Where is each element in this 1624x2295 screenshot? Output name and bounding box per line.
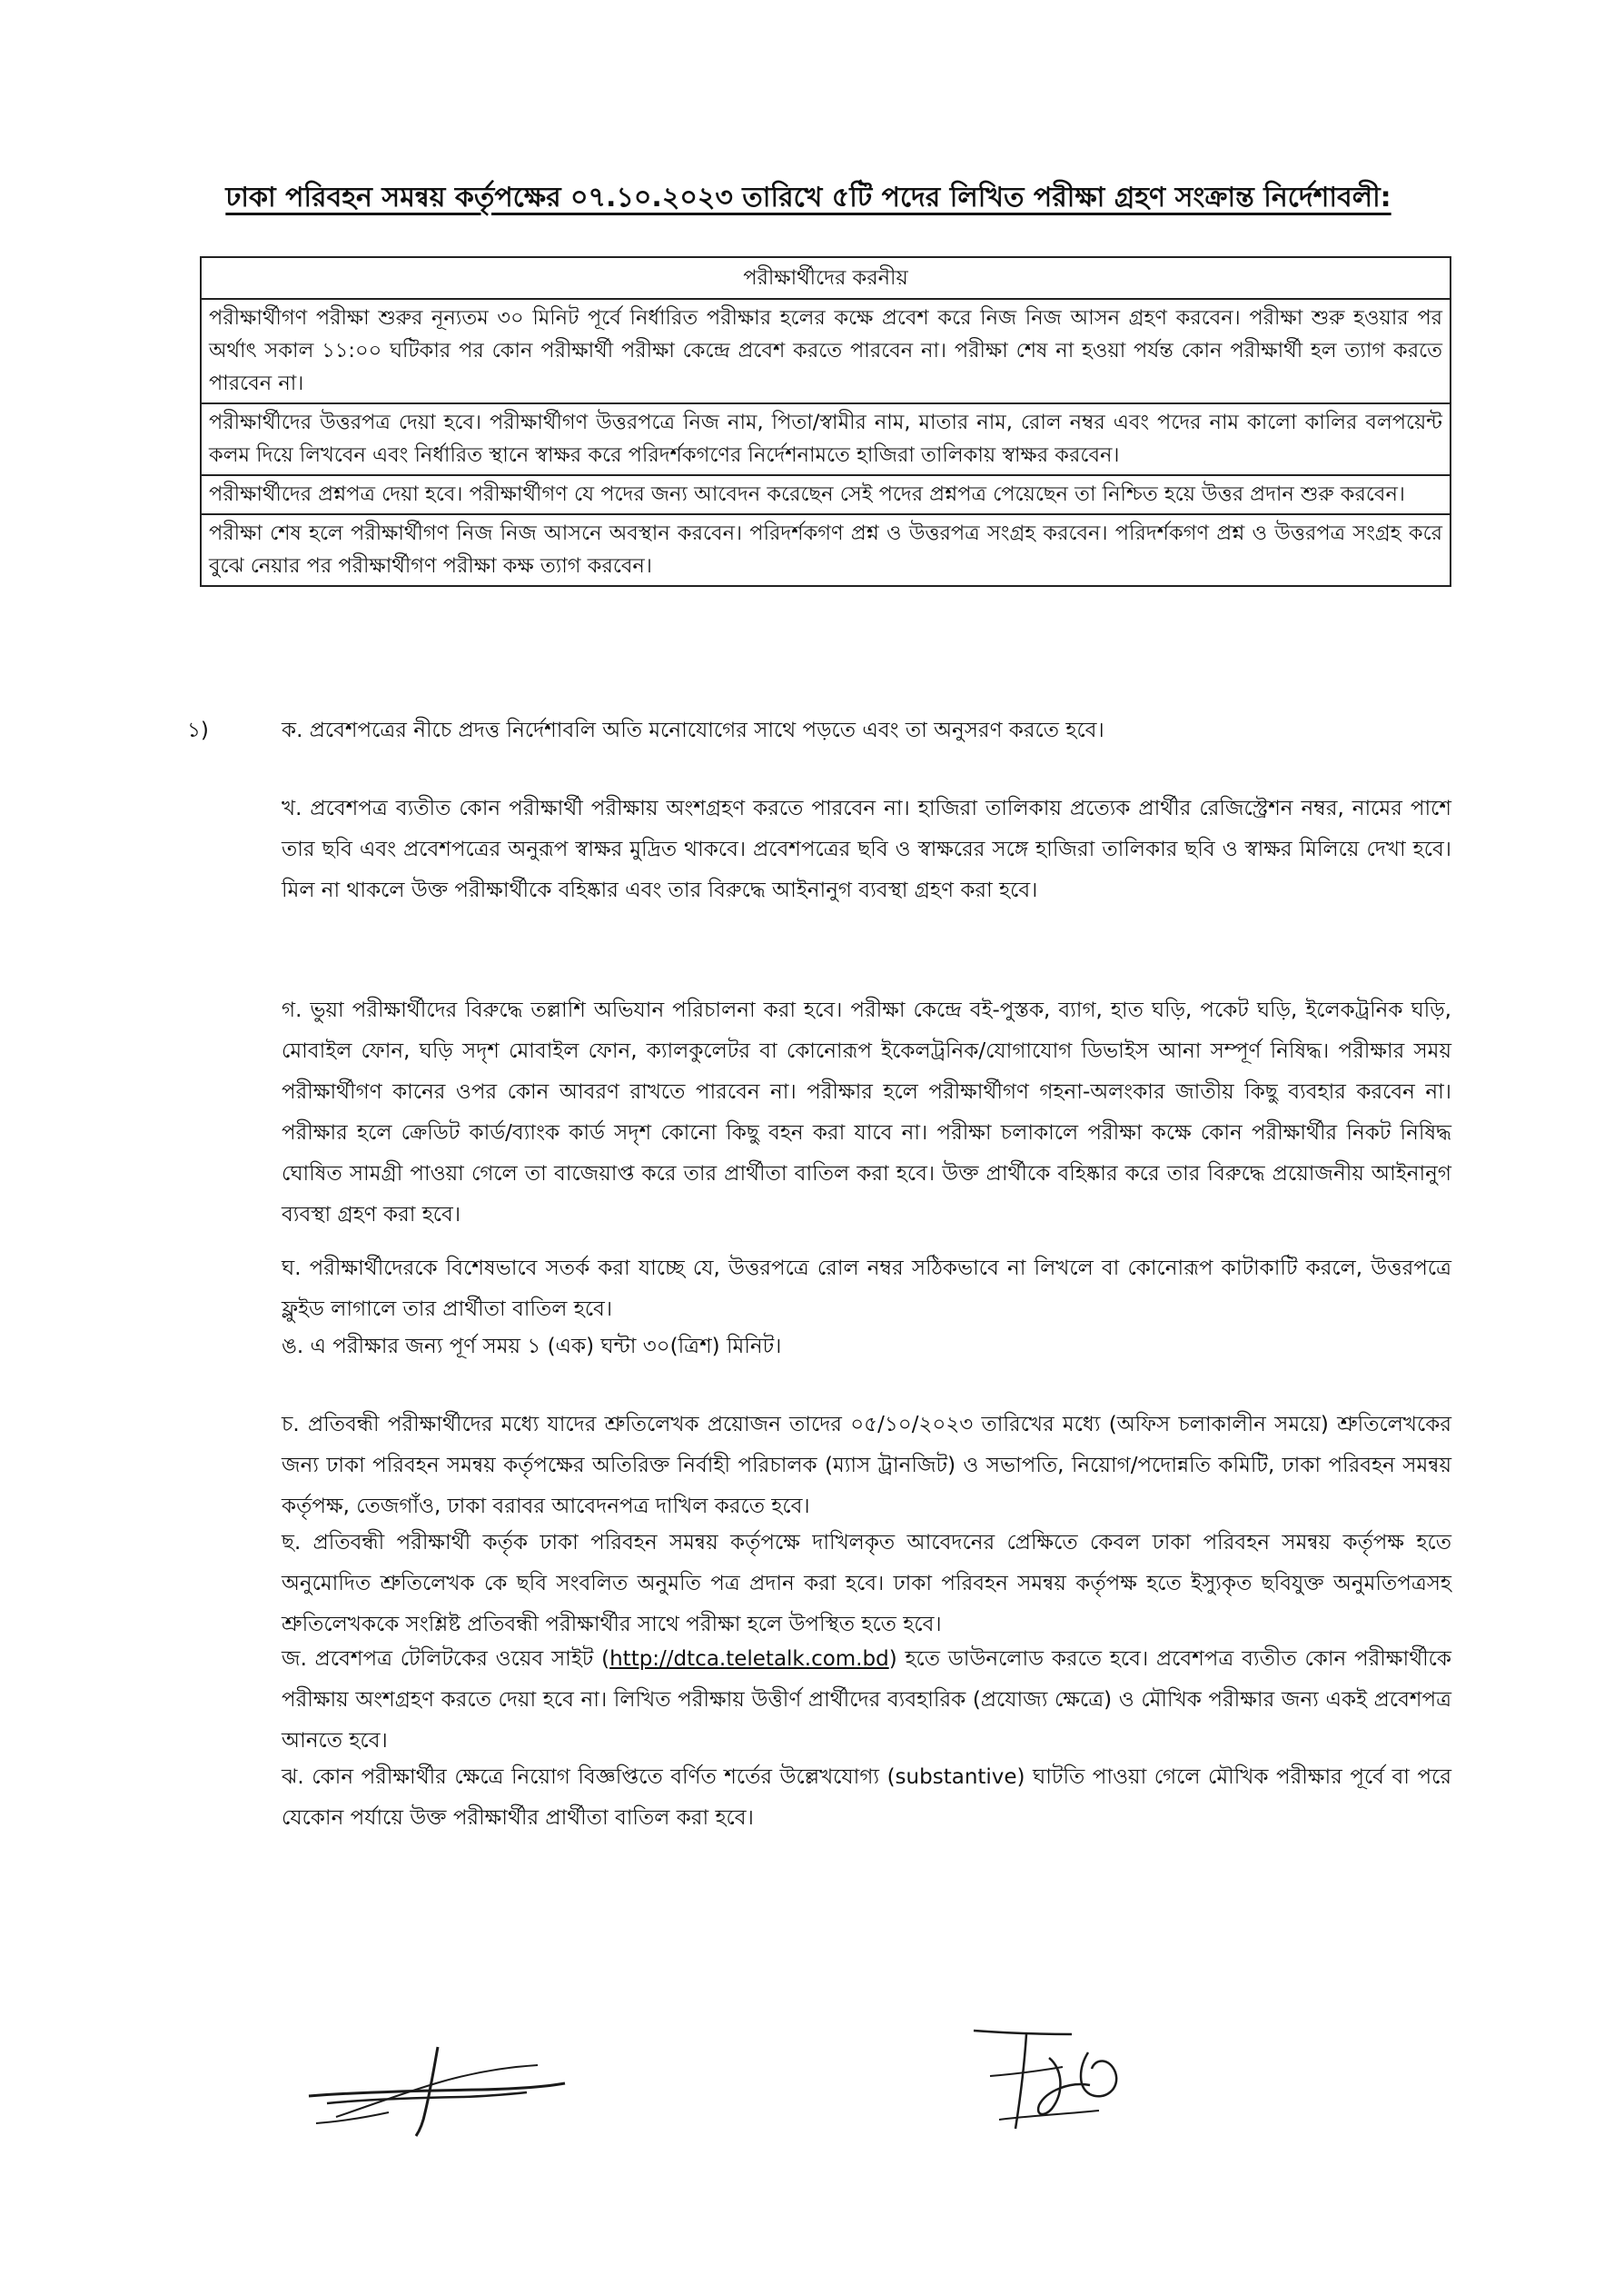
- signature-right: [963, 2022, 1135, 2140]
- instruction-ja-text-rest: ) হতে ডাউনলোড করতে হবে। প্রবেশপত্র ব্যতীত কোন পরীক্ষার্থীকে পরীক্ষায় অংশগ্রহণ করতে দেয়া হবে না। লিখিত পরীক্ষায় উত্তীর্ণ প্রার্থীদের ব্যবহারিক (প্রযোজ্য ক্ষেত্রে) ও মৌখিক পরীক্ষার জন্য একই প্রবেশপত্র আনতে হবে।: [282, 1647, 1451, 1753]
- table-cell: পরীক্ষার্থীদের উত্তরপত্র দেয়া হবে। পরীক্ষার্থীগণ উত্তরপত্রে নিজ নাম, পিতা/স্বামীর নাম, মাতার নাম, রোল নম্বর এবং পদের নাম কালো কালির বলপয়েন্ট কলম দিয়ে লিখবেন এবং নির্ধারিত স্থানে স্বাক্ষর করে পরিদর্শকগণের নির্দেশনামতে হাজিরা তালিকায় স্বাক্ষর করবেন।: [201, 403, 1451, 475]
- instruction-chha: ছ. প্রতিবন্ধী পরীক্ষার্থী কর্তৃক ঢাকা পরিবহন সমন্বয় কর্তৃপক্ষে দাখিলকৃত আবেদনের প্রেক্ষিতে কেবল ঢাকা পরিবহন সমন্বয় কর্তৃপক্ষ হতে অনুমোদিত শ্রুতিলেখক কে ছবি সংবলিত অনুমতি পত্র প্রদান করা হবে। ঢাকা পরিবহন সমন্বয় কর্তৃপক্ষ হতে ইস্যুকৃত ছবিযুক্ত অনুমতিপত্রসহ শ্রুতিলেখককে সংশ্লিষ্ট প্রতিবন্ধী পরীক্ষার্থীর সাথে পরীক্ষা হলে উপস্থিত হতে হবে।: [282, 1531, 1451, 1636]
- candidate-duties-table: [200, 256, 1451, 587]
- instruction-ga: গ. ভুয়া পরীক্ষার্থীদের বিরুদ্ধে তল্লাশি অভিযান পরিচালনা করা হবে। পরীক্ষা কেন্দ্রে বই-পুস্তক, ব্যাগ, হাত ঘড়ি, পকেট ঘড়ি, ইলেকট্রনিক ঘড়ি, মোবাইল ফোন, ঘড়ি সদৃশ মোবাইল ফোন, ক্যালকুলেটর বা কোনোরূপ ইকেলট্রনিক/যোগাযোগ ডিভাইস আনা সম্পূর্ণ নিষিদ্ধ। পরীক্ষার সময় পরীক্ষার্থীগণ কানের ওপর কোন আবরণ রাখতে পারবেন না। পরীক্ষার হলে পরীক্ষার্থীগণ গহনা-অলংকার জাতীয় কিছু ব্যবহার করবেন না। পরীক্ষার হলে ক্রেডিট কার্ড/ব্যাংক কার্ড সদৃশ কোনো কিছু বহন করা যাবে না। পরীক্ষা চলাকালে পরীক্ষা কক্ষে কোন পরীক্ষার্থীর নিকট নিষিদ্ধ ঘোষিত সামগ্রী পাওয়া গেলে তা বাজেয়াপ্ত করে তার প্রার্থীতা বাতিল করা হবে। উক্ত প্রার্থীকে বহিষ্কার করে তার বিরুদ্ধে প্রয়োজনীয় আইনানুগ ব্যবস্থা গ্রহণ করা হবে।: [282, 998, 1451, 1227]
- page-title: ঢাকা পরিবহন সমন্বয় কর্তৃপক্ষের ০৭.১০.২০২৩ তারিখে ৫টি পদের লিখিত পরীক্ষা গ্রহণ সংক্রান্ত নির্দেশাবলী:: [225, 182, 1391, 214]
- instruction-ja-text: জ. প্রবেশপত্র টেলিটকের ওয়েব সাইট (: [282, 1647, 610, 1671]
- table-row: [201, 299, 1451, 403]
- instruction-cha: চ. প্রতিবন্ধী পরীক্ষার্থীদের মধ্যে যাদের শ্রুতিলেখক প্রয়োজন তাদের ০৫/১০/২০২৩ তারিখের মধ্যে (অফিস চলাকালীন সময়ে) শ্রুতিলেখকের জন্য ঢাকা পরিবহন সমন্বয় কর্তৃপক্ষের অতিরিক্ত নির্বাহী পরিচালক (ম্যাস ট্রানজিট) ও সভাপতি, নিয়োগ/পদোন্নতি কমিটি, ঢাকা পরিবহন সমন্বয় কর্তৃপক্ষ, তেজগাঁও, ঢাকা বরাবর আবেদনপত্র দাখিল করতে হবে।: [282, 1413, 1451, 1518]
- table-cell: পরীক্ষার্থীদের প্রশ্নপত্র দেয়া হবে। পরীক্ষার্থীগণ যে পদের জন্য আবেদন করেছেন সেই পদের প্রশ্নপত্র পেয়েছেন তা নিশ্চিত হয়ে উত্তর প্রদান শুরু করবেন।: [201, 475, 1451, 514]
- table-row: [201, 475, 1451, 514]
- instruction-kha: খ. প্রবেশপত্র ব্যতীত কোন পরীক্ষার্থী পরীক্ষায় অংশগ্রহণ করতে পারবেন না। হাজিরা তালিকায় প্রত্যেক প্রার্থীর রেজিস্ট্রেশন নম্বর, নামের পাশে তার ছবি এবং প্রবেশপত্রের অনুরূপ স্বাক্ষর মুদ্রিত থাকবে। প্রবেশপত্রের ছবি ও স্বাক্ষরের সঙ্গে হাজিরা তালিকার ছবি ও স্বাক্ষর মিলিয়ে দেখা হবে। মিল না থাকলে উক্ত পরীক্ষার্থীকে বহিষ্কার এবং তার বিরুদ্ধে আইনানুগ ব্যবস্থা গ্রহণ করা হবে।: [282, 797, 1451, 902]
- signature-left: [300, 2040, 572, 2140]
- table-header: পরীক্ষার্থীদের করনীয়: [201, 257, 1451, 299]
- instruction-ja: [282, 1639, 1451, 1762]
- table-cell: পরীক্ষা শেষ হলে পরীক্ষার্থীগণ নিজ নিজ আসনে অবস্থান করবেন। পরিদর্শকগণ প্রশ্ন ও উত্তরপত্র সংগ্রহ করবেন। পরিদর্শকগণ প্রশ্ন ও উত্তরপত্র সংগ্রহ করে বুঝে নেয়ার পর পরীক্ষার্থীগণ পরীক্ষা কক্ষ ত্যাগ করবেন।: [201, 514, 1451, 586]
- table-cell: পরীক্ষার্থীগণ পরীক্ষা শুরুর নূন্যতম ৩০ মিনিট পূর্বে নির্ধারিত পরীক্ষার হলের কক্ষে প্রবেশ করে নিজ নিজ আসন গ্রহণ করবেন। পরীক্ষা শুরু হওয়ার পর অর্থাৎ সকাল ১১:০০ ঘটিকার পর কোন পরীক্ষার্থী পরীক্ষা কেন্দ্রে প্রবেশ করতে পারবেন না। পরীক্ষা শেষ না হওয়া পর্যন্ত কোন পরীক্ষার্থী হল ত্যাগ করতে পারবেন না।: [201, 299, 1451, 403]
- table-header-row: [201, 257, 1451, 299]
- section-number: ১): [187, 719, 209, 742]
- instruction-jha: ঝ. কোন পরীক্ষার্থীর ক্ষেত্রে নিয়োগ বিজ্ঞপ্তিতে বর্ণিত শর্তের উল্লেখযোগ্য (substantive) ঘাটতি পাওয়া গেলে মৌখিক পরীক্ষার পূর্বে বা পরে যেকোন পর্যায়ে উক্ত পরীক্ষার্থীর প্রার্থীতা বাতিল করা হবে।: [282, 1765, 1451, 1830]
- instruction-uma: ঙ. এ পরীক্ষার জন্য পূর্ণ সময় ১ (এক) ঘন্টা ৩০(ত্রিশ) মিনিট।: [282, 1335, 782, 1358]
- instruction-gha: ঘ. পরীক্ষার্থীদেরকে বিশেষভাবে সতর্ক করা যাচ্ছে যে, উত্তরপত্রে রোল নম্বর সঠিকভাবে না লিখলে বা কোনোরূপ কাটাকাটি করলে, উত্তরপত্রে ফ্লুইড লাগালে তার প্রার্থীতা বাতিল হবে।: [282, 1257, 1451, 1321]
- table-row: [201, 403, 1451, 475]
- table-row: [201, 514, 1451, 586]
- instruction-ka: ক. প্রবেশপত্রের নীচে প্রদত্ত নির্দেশাবলি অতি মনোযোগের সাথে পড়তে এবং তা অনুসরণ করতে হবে।: [282, 719, 1104, 742]
- teletalk-link[interactable]: http://dtca.teletalk.com.bd: [609, 1647, 889, 1671]
